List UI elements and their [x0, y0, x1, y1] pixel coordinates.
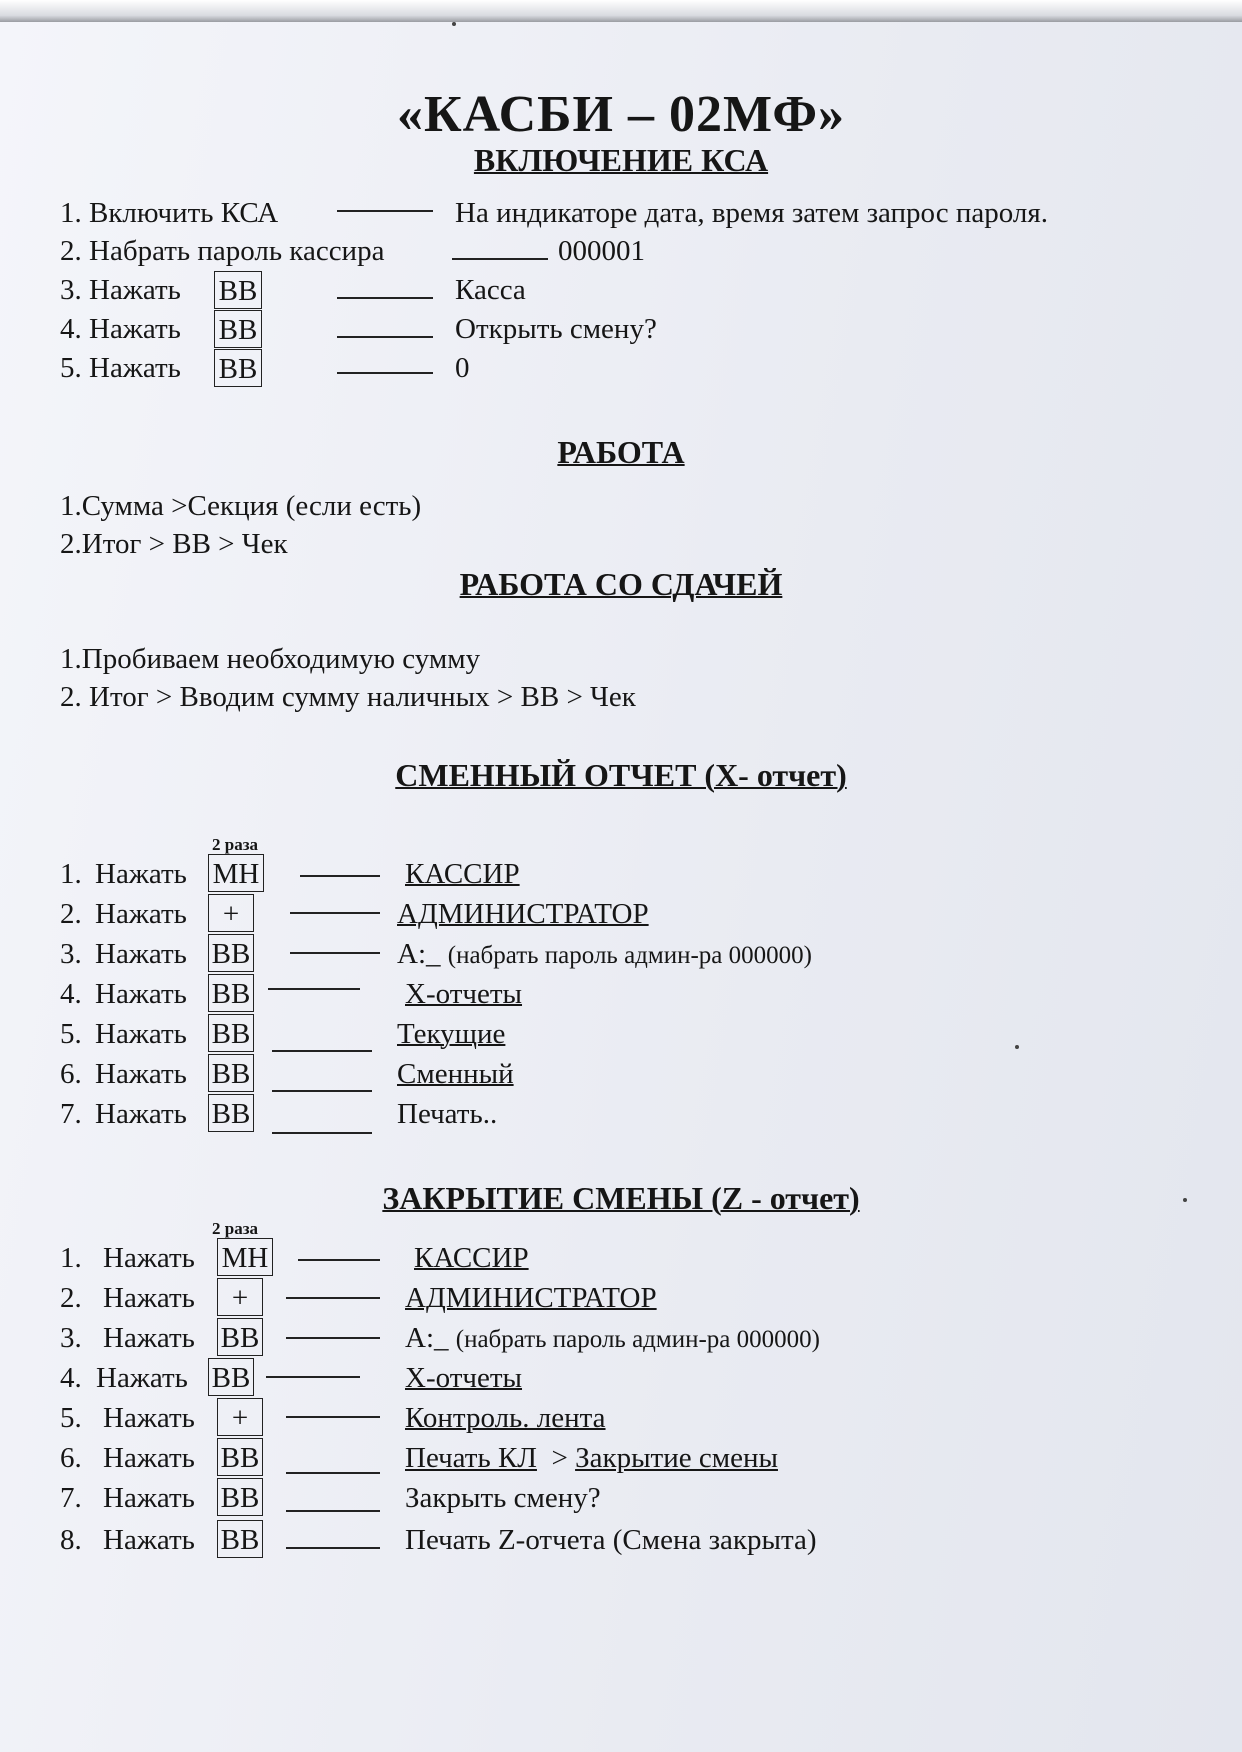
x-step-4-result: Х-отчеты [405, 978, 523, 1010]
z-step-7-num: 7. [60, 1482, 82, 1514]
key-plus: + [208, 894, 254, 932]
z-report-2x-note: 2 раза [212, 1219, 259, 1238]
key-vv: ВВ [208, 1014, 254, 1052]
x-step-6-num: 6. [60, 1058, 82, 1090]
arrow-dash [290, 952, 380, 954]
z-step-6-result [405, 1442, 778, 1475]
key-plus: + [217, 1398, 263, 1436]
work-line-2: 2.Итог > ВВ > Чек [60, 528, 288, 560]
key-vv: ВВ [208, 934, 254, 972]
z-step-2-press: Нажать [103, 1282, 195, 1314]
x-step-3-press: Нажать [95, 938, 187, 970]
arrow-dash [272, 1132, 372, 1134]
z-step-7-press: Нажать [103, 1482, 195, 1514]
z-step-6-result-close: Закрытие смены [575, 1442, 778, 1474]
z-step-5-num: 5. [60, 1402, 82, 1434]
arrow-dash [272, 1050, 372, 1052]
z-step-6-press: Нажать [103, 1442, 195, 1474]
x-step-5-num: 5. [60, 1018, 82, 1050]
z-step-4-num: 4. [60, 1362, 82, 1394]
arrow-dash [337, 210, 433, 212]
key-vv: ВВ [217, 1318, 263, 1356]
work-line-1: 1.Сумма >Секция (если есть) [60, 490, 422, 522]
power-on-step-1-label: 1. Включить КСА [60, 197, 279, 229]
key-vv: ВВ [214, 310, 262, 348]
z-step-3-result [405, 1322, 820, 1355]
z-step-2-num: 2. [60, 1282, 82, 1314]
key-mn: МН [208, 854, 264, 892]
x-step-2-press: Нажать [95, 898, 187, 930]
z-step-8-press: Нажать [103, 1524, 195, 1556]
arrow-dash [272, 1090, 372, 1092]
x-step-5-result: Текущие [397, 1018, 506, 1050]
key-vv: ВВ [217, 1438, 263, 1476]
power-on-step-4-result: Открыть смену? [455, 313, 657, 345]
heading-change: РАБОТА СО СДАЧЕЙ [459, 566, 783, 602]
power-on-step-1-result: На индикаторе дата, время затем запрос пароля. [455, 197, 1048, 229]
change-line-1: 1.Пробиваем необходимую сумму [60, 643, 481, 675]
z-step-6-result-sep: > [551, 1442, 568, 1474]
arrow-dash [268, 988, 360, 990]
arrow-dash [266, 1376, 360, 1378]
z-step-1-press: Нажать [103, 1242, 195, 1274]
key-vv: ВВ [217, 1478, 263, 1516]
x-step-3-result-prompt: А:_ [397, 938, 441, 970]
x-step-1-num: 1. [60, 858, 82, 890]
scan-speck [452, 22, 456, 26]
key-vv: ВВ [208, 1094, 254, 1132]
key-vv: ВВ [208, 1054, 254, 1092]
scan-speck [1015, 1045, 1019, 1049]
arrow-dash [337, 297, 433, 299]
arrow-dash [286, 1510, 380, 1512]
heading-x-report: СМЕННЫЙ ОТЧЕТ (Х- отчет) [395, 757, 847, 793]
change-line-2: 2. Итог > Вводим сумму наличных > ВВ > Чек [60, 681, 636, 713]
z-step-5-result: Контроль. лента [405, 1402, 606, 1434]
x-step-2-num: 2. [60, 898, 82, 930]
key-vv: ВВ [208, 974, 254, 1012]
key-vv: ВВ [217, 1520, 263, 1558]
z-step-3-result-prompt: А:_ [405, 1322, 449, 1354]
arrow-dash [286, 1337, 380, 1339]
arrow-dash [286, 1297, 380, 1299]
x-step-7-result: Печать.. [397, 1098, 498, 1130]
x-step-7-num: 7. [60, 1098, 82, 1130]
x-step-2-result: АДМИНИСТРАТОР [397, 898, 649, 930]
z-step-3-press: Нажать [103, 1322, 195, 1354]
key-plus: + [217, 1278, 263, 1316]
z-step-7-result: Закрыть смену? [405, 1482, 601, 1514]
z-step-8-result: Печать Z-отчета (Смена закрыта) [405, 1524, 817, 1556]
z-step-6-result-print: Печать КЛ [405, 1442, 537, 1474]
x-step-4-press: Нажать [95, 978, 187, 1010]
z-step-3-result-note: (набрать пароль админ-ра 000000) [455, 1326, 820, 1353]
x-step-3-result [397, 938, 812, 971]
power-on-step-2-label: 2. Набрать пароль кассира [60, 235, 385, 267]
z-step-3-num: 3. [60, 1322, 82, 1354]
heading-power-on: ВКЛЮЧЕНИЕ КСА [473, 142, 769, 178]
heading-z-report: ЗАКРЫТИЕ СМЕНЫ (Z - отчет) [382, 1180, 860, 1216]
z-step-1-num: 1. [60, 1242, 82, 1274]
key-vv: ВВ [214, 349, 262, 387]
x-report-2x-note: 2 раза [212, 835, 259, 854]
heading-work: РАБОТА [557, 434, 685, 470]
power-on-step-5-result: 0 [455, 352, 470, 384]
z-step-2-result: АДМИНИСТРАТОР [405, 1282, 657, 1314]
arrow-dash [286, 1547, 380, 1549]
arrow-dash [300, 875, 380, 877]
power-on-step-2-result: 000001 [558, 235, 645, 267]
key-mn: МН [217, 1238, 273, 1276]
arrow-dash [286, 1416, 380, 1418]
z-step-4-result: Х-отчеты [405, 1362, 523, 1394]
power-on-step-3-label: 3. Нажать [60, 274, 181, 306]
z-step-6-num: 6. [60, 1442, 82, 1474]
x-step-3-num: 3. [60, 938, 82, 970]
z-step-4-press: Нажать [96, 1362, 188, 1394]
x-step-3-result-note: (набрать пароль админ-ра 000000) [447, 942, 812, 969]
key-vv: ВВ [208, 1358, 254, 1396]
x-step-4-num: 4. [60, 978, 82, 1010]
power-on-step-3-result: Касса [455, 274, 526, 306]
arrow-dash [290, 912, 380, 914]
z-step-1-result: КАССИР [414, 1242, 529, 1274]
x-step-5-press: Нажать [95, 1018, 187, 1050]
z-step-8-num: 8. [60, 1524, 82, 1556]
document-title: «КАСБИ – 02МФ» [396, 86, 846, 143]
x-step-6-press: Нажать [95, 1058, 187, 1090]
arrow-dash [337, 372, 433, 374]
z-step-5-press: Нажать [103, 1402, 195, 1434]
power-on-step-4-label: 4. Нажать [60, 313, 181, 345]
arrow-dash [452, 258, 548, 260]
key-vv: ВВ [214, 271, 262, 309]
scan-top-edge [0, 0, 1242, 22]
arrow-dash [286, 1472, 380, 1474]
x-step-6-result: Сменный [397, 1058, 514, 1090]
x-step-7-press: Нажать [95, 1098, 187, 1130]
arrow-dash [337, 336, 433, 338]
x-step-1-press: Нажать [95, 858, 187, 890]
x-step-1-result: КАССИР [405, 858, 520, 890]
arrow-dash [298, 1259, 380, 1261]
power-on-step-5-label: 5. Нажать [60, 352, 181, 384]
